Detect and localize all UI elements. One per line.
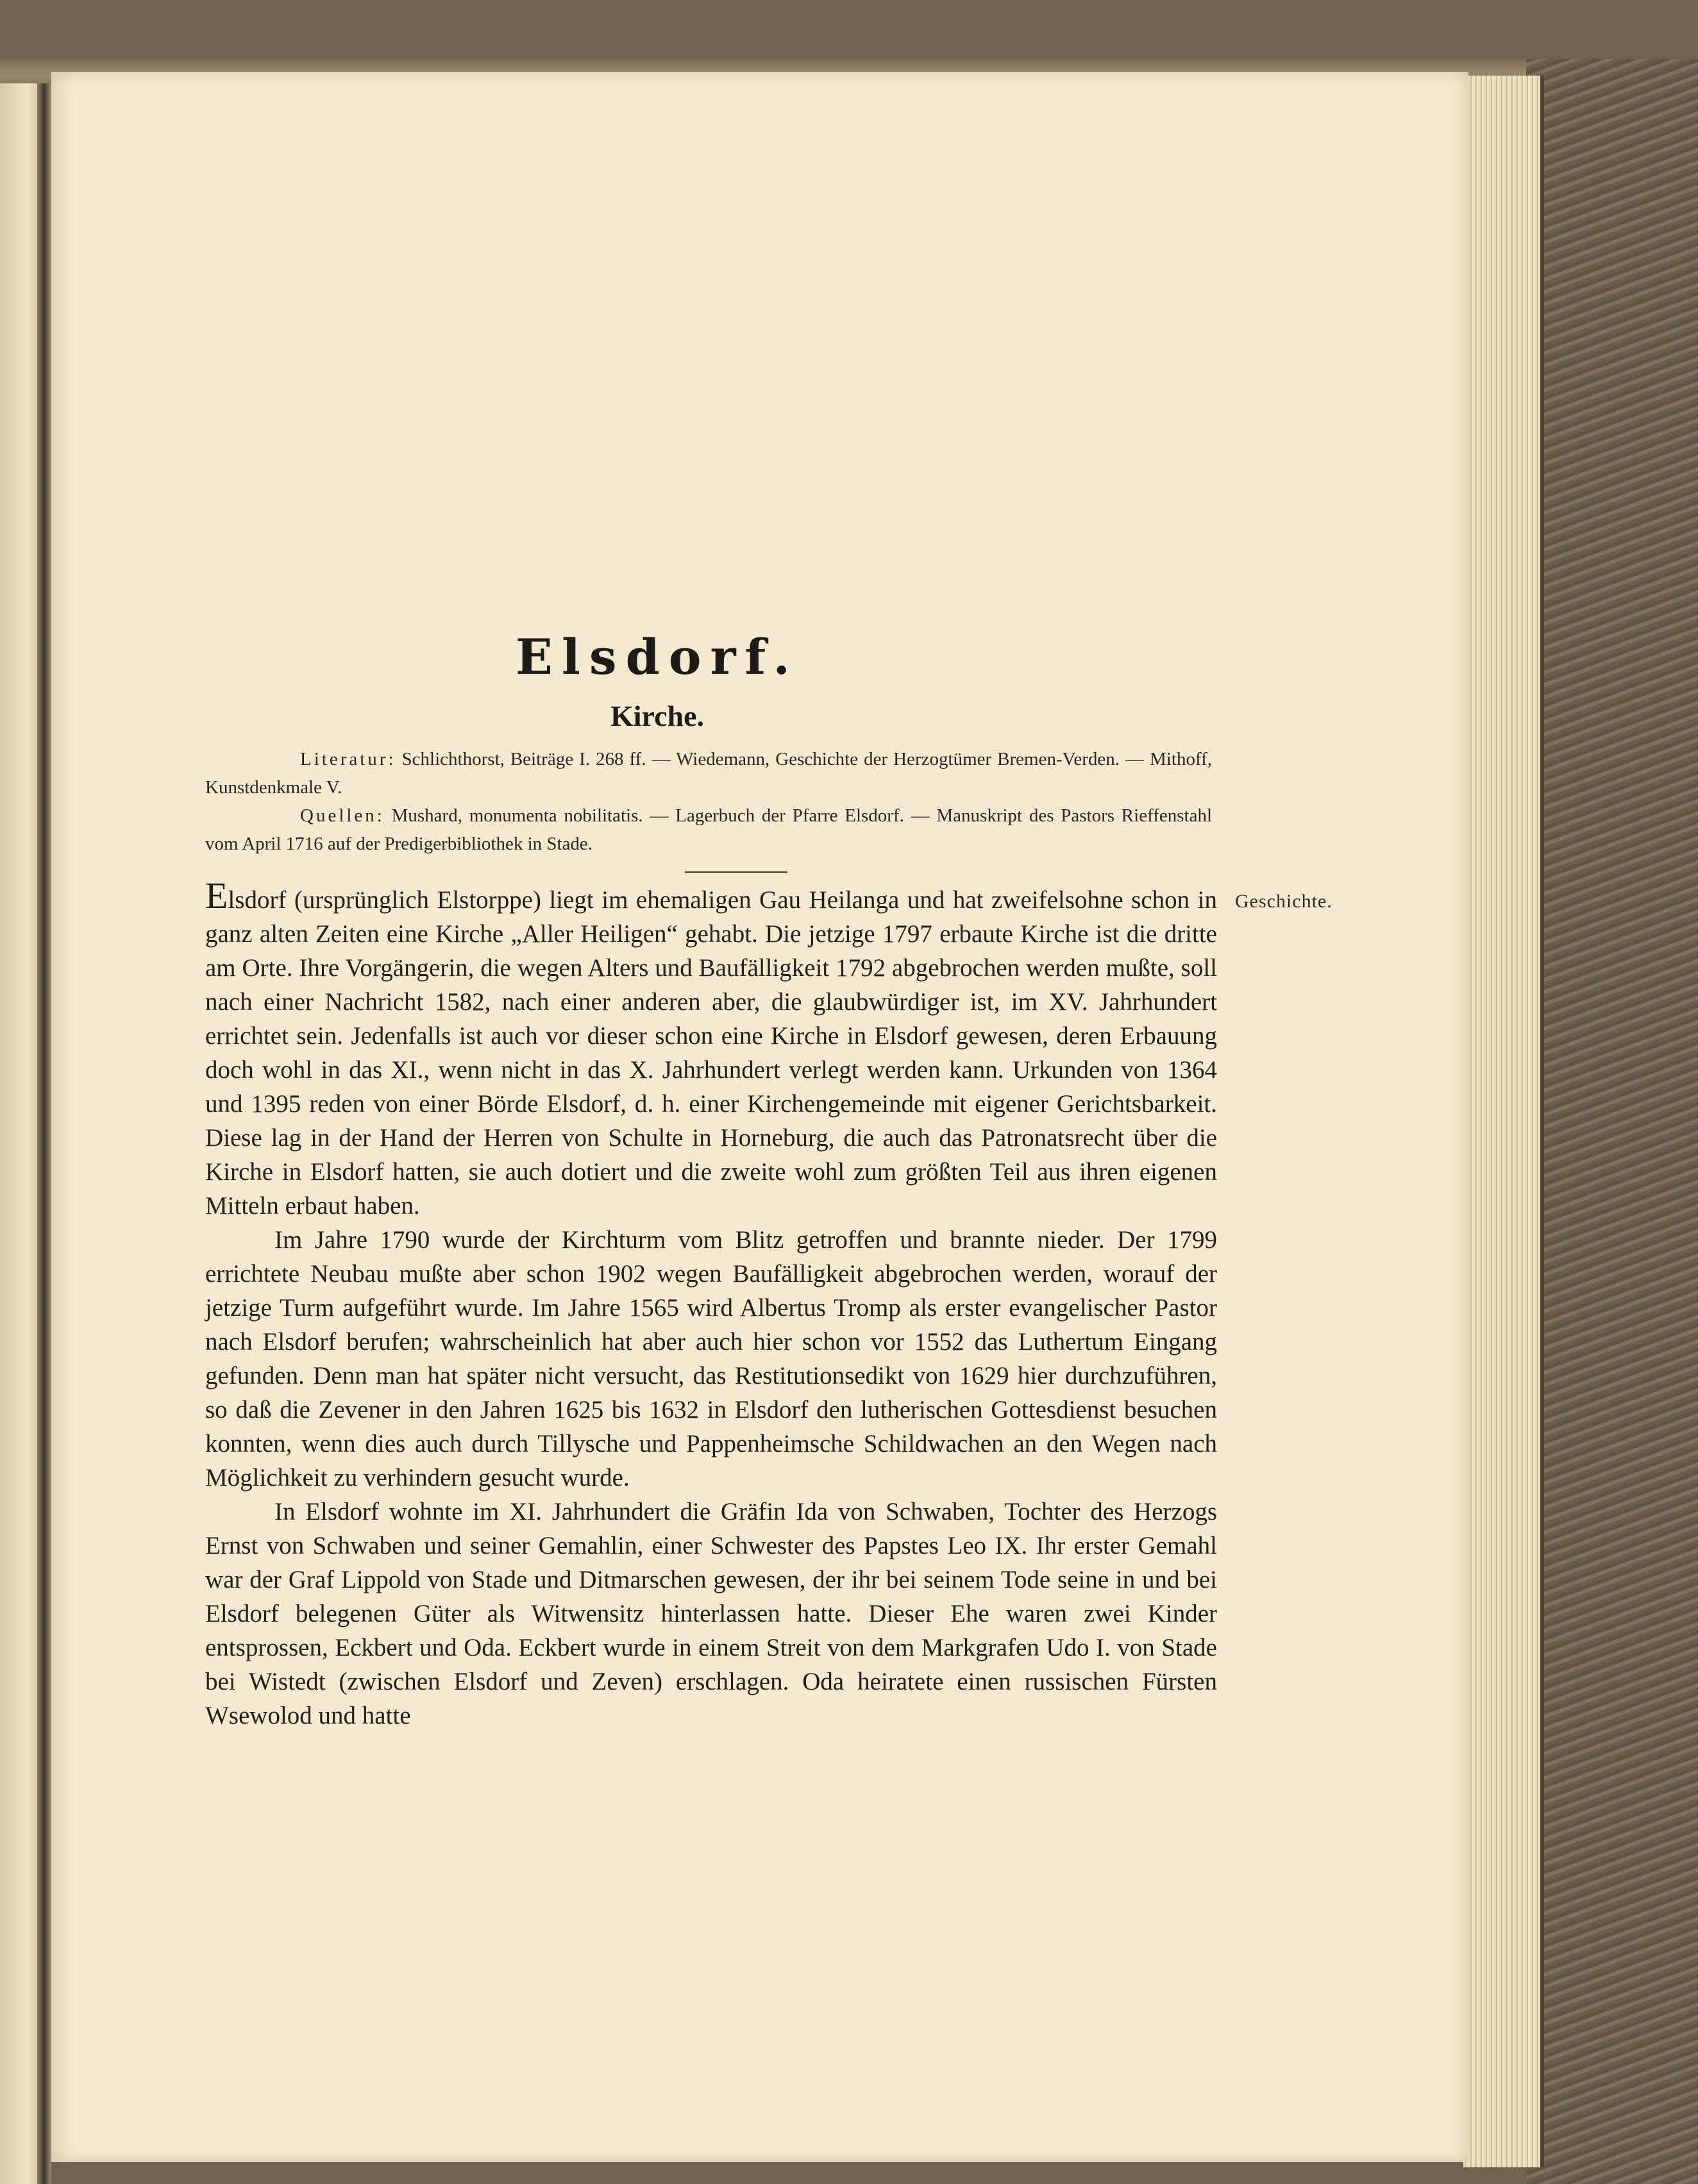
page-title: Elsdorf.: [516, 628, 799, 685]
margin-note: Geschichte.: [1235, 891, 1332, 912]
quellen-reference: [205, 802, 1212, 858]
paragraph-1-text: lsdorf (ursprünglich Elstorppe) liegt im ehemaligen Gau Heilanga und hat zweifelsohne schon in ganz alten Zeiten eine Kirche „Aller Heiligen“ gehabt. Die jetzige 1797 erbaute Kirche ist die dritte am Orte. Ihre Vorgängerin, die wegen Alters und Baufälligkeit 1792 abgebrochen werden mußte, soll nach einer Nachricht 1582, nach einer anderen aber, die glaubwürdiger ist, im XV. Jahrhundert errichtet sein. Jedenfalls ist auch vor dieser schon eine Kirche in Elsdorf gewesen, deren Erbauung doch wohl in das XI., wenn nicht in das X. Jahrhundert verlegt werden kann. Urkunden von 1364 und 1395 reden von einer Börde Elsdorf, d. h. einer Kirchengemeinde mit eigener Gerichtsbarkeit. Diese lag in der Hand der Herren von Schulte in Horneburg, die auch das Patronatsrecht über die Kirche in Elsdorf hatten, sie auch dotiert und die zweite wohl zum größten Teil aus ihren eigenen Mitteln erbaut haben.: [205, 886, 1217, 1220]
literatur-reference: [205, 745, 1212, 802]
book-page: [51, 72, 1468, 2162]
paragraph-2: Im Jahre 1790 wurde der Kirchturm vom Blitz getroffen und brannte nieder. Der 1799 errichtete Neubau mußte aber schon 1902 wegen Baufälligkeit abgebrochen werden, worauf der jetzige Turm aufgeführt wurde. Im Jahre 1565 wird Albertus Tromp als erster evangelischer Pastor nach Elsdorf berufen; wahrscheinlich hat aber auch hier schon vor 1552 das Luthertum Eingang gefunden. Denn man hat später nicht versucht, das Restitutionsedikt von 1629 hier durchzuführen, so daß die Zevener in den Jahren 1625 bis 1632 in Elsdorf den lutherischen Gottesdienst besuchen konnten, wenn dies auch durch Tillysche und Pappenheimsche Schildwachen an den Wegen nach Möglichkeit zu verhindern gesucht wurde.: [205, 1226, 1217, 1491]
references-block: [205, 745, 1212, 858]
quellen-text: Mushard, monumenta nobilitatis. — Lagerbuch der Pfarre Elsdorf. — Manuskript des Pastors Rieffenstahl vom April 1716 auf der Predigerbibliothek in Stade.: [205, 805, 1212, 854]
page-stack-edge: [1463, 76, 1544, 2167]
paragraph-3: In Elsdorf wohnte im XI. Jahrhundert die Gräfin Ida von Schwaben, Tochter des Herzogs Ernst von Schwaben und seiner Gemahlin, einer Schwester des Papstes Leo IX. Ihr erster Gemahl war der Graf Lippold von Stade und Ditmarschen gewesen, der ihr bei seinem Tode seine in und bei Elsdorf belegenen Güter als Witwensitz hinterlassen hatte. Dieser Ehe waren zwei Kinder entsprossen, Eckbert und Oda. Eckbert wurde in einem Streit von dem Markgrafen Udo I. von Stade bei Wistedt (zwischen Elsdorf und Zeven) erschlagen. Oda heiratete einen russischen Fürsten Wsewolod und hatte: [205, 1498, 1217, 1729]
page-subtitle: Kirche.: [610, 700, 705, 732]
literatur-label: Literatur:: [300, 749, 396, 769]
paragraph-1: [205, 875, 1217, 1223]
book-cover-right: [1526, 59, 1698, 2184]
quellen-label: Quellen:: [300, 805, 385, 826]
literatur-text: Schlichthorst, Beiträge I. 268 ff. — Wiedemann, Geschichte der Herzogtümer Bremen-Verden. — Mithoff, Kunstdenkmale V.: [205, 749, 1212, 798]
initial-letter: E: [205, 875, 228, 916]
body-text: [205, 875, 1217, 1733]
book-gutter: [37, 83, 51, 2184]
section-divider: [685, 871, 787, 873]
